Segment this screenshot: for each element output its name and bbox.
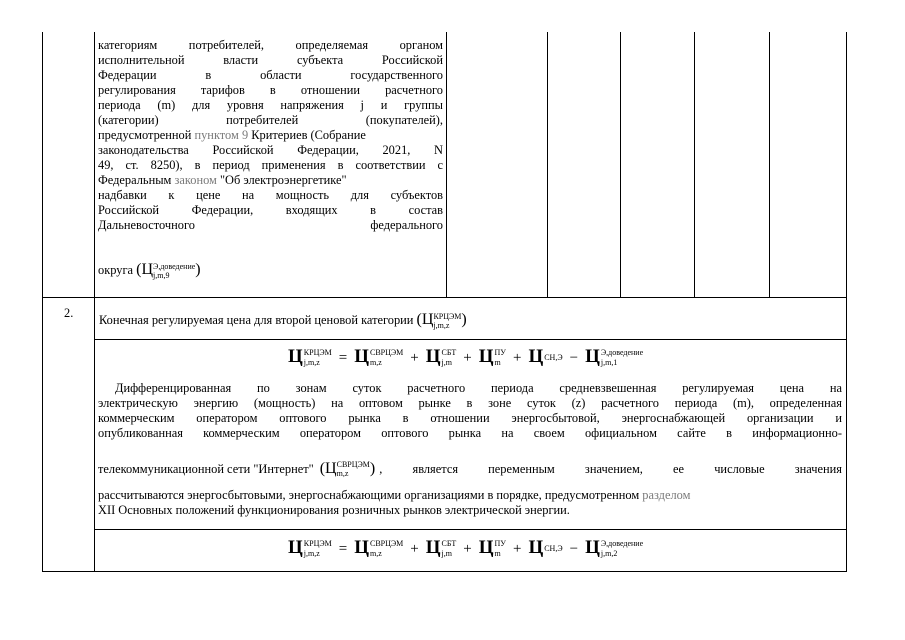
column-divider-5 [769,32,770,297]
price-symbol: Ц [478,346,494,367]
row-divider-1 [42,297,847,298]
text-line: категориям потребителей, определяемая органом [98,38,443,52]
text-span: федерального [370,218,443,232]
symbol-indices [370,348,403,368]
formula-1 [288,346,643,368]
superscript: ПУ [494,539,506,549]
superscript: КРЦЭМ [303,539,332,549]
table-border-left [42,32,43,572]
row-divider-2 [94,339,847,340]
symbol-indices [304,539,332,559]
superscript: Э,доведение [600,348,644,358]
table-border-bottom [42,571,847,572]
superscript: СН,Э [544,353,563,363]
symbol-indices [153,262,195,280]
text-line: исполнительной власти субъекта Российской [98,53,443,67]
open-paren: ( [319,459,326,477]
symbol-indices [601,539,643,559]
number-column-divider [94,32,95,572]
price-symbol: Ц [528,537,544,558]
text-line: опубликованная коммерческим оператором оптового рынка на своем официальном сайте в информационно- [98,426,842,440]
superscript: СН,Э [544,544,563,554]
subscript: m,z [370,358,382,368]
superscript: Э,доведение [153,262,196,271]
text-span: "Об электроэнергетике" [216,173,347,187]
close-paren: ) [195,260,201,278]
text-span: Дальневосточного [98,218,195,232]
text-line: электрическую энергию (мощность) на оптовом рынке в зоне суток (z) расчетного периода (m), определенная [98,396,842,410]
text-line: Федерации в области государственного [98,68,443,82]
text-line [98,218,443,233]
open-paren: ( [136,260,142,278]
equals-sign: = [338,350,348,366]
subscript: m,z [370,549,382,559]
superscript: СВРЦЭМ [370,539,404,549]
text-span: рассчитываются энергосбытовыми, энергоснабжающими организациями в порядке, предусмотренном [98,488,643,502]
price-symbol: Ц [325,459,337,477]
text-line: надбавки к цене на мощность для субъектов [98,188,443,202]
symbol-indices [442,348,457,368]
superscript: ПУ [494,348,506,358]
symbol-indices [544,353,562,363]
criteria-point-9-link[interactable]: пунктом 9 [194,128,249,142]
symbol-indices [495,348,506,368]
text-span: Критериев (Собрание [248,128,366,142]
subscript: m [494,358,501,368]
text-span: округа [98,262,134,277]
text-line: коммерческим оператором оптового рынка в отношении энергосбытовой, энергоснабжающей организации и [98,411,842,425]
text-line: регулирования тарифов в отношении расчетного [98,83,443,97]
text-line: Дифференцированная по зонам суток расчетного периода средневзвешенная регулируемая цена на [115,381,842,395]
federal-law-link[interactable]: законом [174,173,217,187]
superscript: КРЦЭМ [433,312,462,321]
row-divider-3 [94,529,847,530]
text-line [98,128,443,143]
symbol-indices [601,348,643,368]
subscript: m,z [336,469,349,478]
equals-sign: = [338,541,348,557]
column-divider-2 [547,32,548,297]
subscript: j,m,z [303,358,320,368]
price-symbol: Ц [425,346,441,367]
text-line: Российской Федерации, входящих в состав [98,203,443,217]
plus-sign: + [463,541,472,557]
superscript: КРЦЭМ [303,348,332,358]
text-line: 49, ст. 8250), в период применения в соответствии с [98,158,443,172]
price-symbol: Ц [354,537,369,558]
price-symbol: Ц [478,537,494,558]
price-symbol: Ц [585,346,600,367]
text-line [98,262,201,280]
row2-title [99,312,467,330]
price-symbol: Ц [354,346,369,367]
table-border-right [846,32,847,572]
text-line [98,488,842,503]
text-span: предусмотренной [98,128,195,142]
superscript: СВРЦЭМ [370,348,404,358]
subscript: j,m,z [303,549,320,559]
minus-sign: − [569,541,579,557]
row-number: 2. [64,306,74,320]
symbol-indices [433,312,461,330]
text-line: законодательства Российской Федерации, 2021, N [98,143,443,157]
formula-2 [288,537,643,559]
subscript: j,m [441,549,452,559]
minus-sign: − [569,350,579,366]
text-line: (категории) потребителей (покупателей), [98,113,443,127]
close-paren: ) [369,459,376,477]
symbol-indices [495,539,506,559]
price-symbol: Ц [288,537,303,558]
price-symbol: Ц [421,310,434,328]
symbol-indices [370,539,403,559]
text-line [98,460,842,478]
symbol-indices [337,460,370,478]
text-line: XII Основных положений функционирования розничных рынков электрической энергии. [98,503,570,517]
column-divider-4 [694,32,695,297]
plus-sign: + [410,350,419,366]
price-symbol: Ц [425,537,441,558]
text-span: , является переменным значением, ее числовые значения [379,461,842,476]
price-symbol: Ц [288,346,303,367]
text-span: Федеральным [98,173,175,187]
section-link[interactable]: разделом [642,488,691,502]
price-symbol: Ц [528,346,544,367]
column-divider-3 [620,32,621,297]
subscript: j,m,9 [153,271,170,280]
text-line [98,173,443,188]
symbol-indices [544,544,562,554]
plus-sign: + [512,541,522,557]
price-symbol: Ц [141,260,154,278]
superscript: СБТ [441,348,457,358]
subscript: j,m,1 [600,358,618,368]
text-line: периода (m) для уровня напряжения j и группы [98,98,443,112]
symbol-indices [442,539,457,559]
title-text: Конечная регулируемая цена для второй ценовой категории [99,312,414,327]
plus-sign: + [410,541,419,557]
text-span: телекоммуникационной сети "Интернет" [98,461,314,476]
close-paren: ) [461,310,467,328]
subscript: j,m,z [433,321,450,330]
column-divider-1 [446,32,447,297]
subscript: j,m [441,358,452,368]
superscript: СВРЦЭМ [336,460,370,469]
superscript: Э,доведение [600,539,644,549]
plus-sign: + [512,350,522,366]
subscript: m [494,549,501,559]
price-symbol: Ц [585,537,600,558]
plus-sign: + [463,350,472,366]
subscript: j,m,2 [600,549,618,559]
open-paren: ( [416,310,422,328]
superscript: СБТ [441,539,457,549]
symbol-indices [304,348,332,368]
